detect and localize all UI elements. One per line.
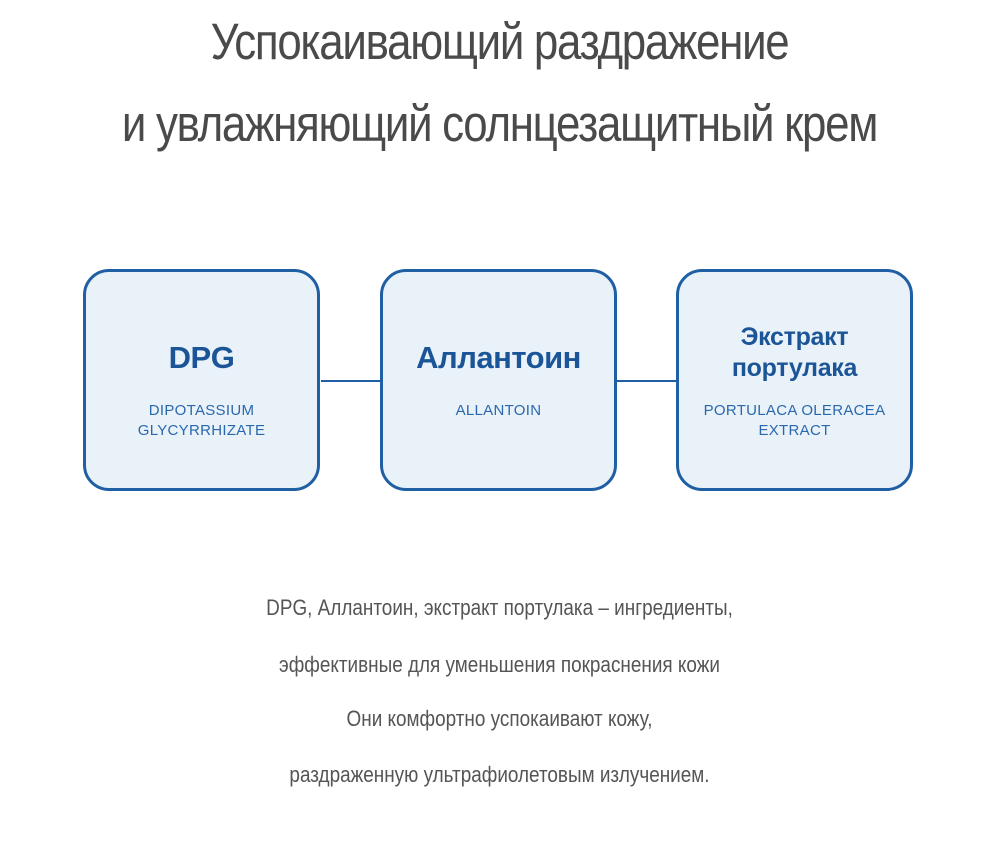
description-line-2: эффективные для уменьшения покраснения кожи [279, 652, 720, 677]
ingredient-latin-name [383, 401, 614, 421]
ingredient-latin-line: GLYCYRRHIZATE [137, 422, 266, 439]
ingredient-latin-line: ALLANTOIN [455, 402, 542, 419]
ingredient-latin-name [86, 401, 317, 441]
ingredient-name: Аллантоин [416, 340, 581, 375]
page-title-line-1: Успокаивающий раздражение [210, 13, 789, 70]
ingredient-box-portulaca [676, 269, 913, 491]
description-line-4: раздраженную ультрафиолетовым излучением. [289, 762, 710, 787]
ingredient-latin-line: PORTULACA OLERACEA [703, 402, 886, 419]
connector-line-2 [617, 380, 677, 382]
ingredient-name-line: Экстракт [740, 323, 849, 351]
page-title-line-2: и увлажняющий солнцезащитный крем [121, 95, 878, 152]
ingredient-latin-line: EXTRACT [758, 422, 831, 439]
description-line-1: DPG, Аллантоин, экстракт портулака – ингредиенты, [266, 595, 733, 620]
description-line-3: Они комфортно успокаивают кожу, [346, 706, 653, 731]
ingredient-name: DPG [168, 340, 235, 375]
ingredient-box-dpg [83, 269, 320, 491]
ingredient-latin-line: DIPOTASSIUM [148, 402, 255, 419]
connector-line-1 [321, 380, 381, 382]
ingredient-latin-name [679, 401, 910, 441]
ingredient-box-allantoin [380, 269, 617, 491]
ingredient-name-line: портулака [731, 354, 858, 382]
ingredient-name [679, 322, 910, 384]
